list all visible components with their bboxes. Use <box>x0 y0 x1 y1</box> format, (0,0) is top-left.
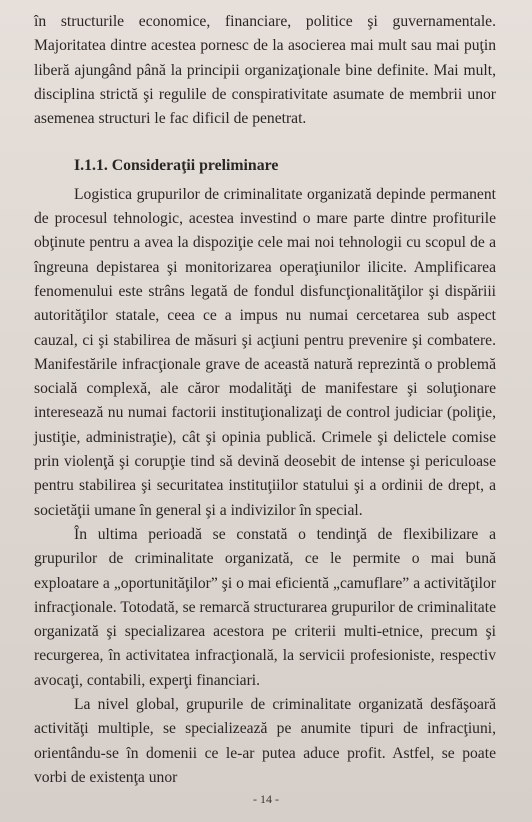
body-paragraph: În ultima perioadă se constată o tendinţă de flexibilizare a grupurilor de criminalitate organizată, ce le permite o mai bună exploatare a „oportunităţilor” şi o mai eficientă „camuflare” a activităţilor infracţionale. Totodată, se remarcă structurarea grupurilor de criminalitate organizată şi specializarea acestora pe criterii multi-etnice, precum şi recurgerea, în activitatea infracţională, la servicii profesioniste, respectiv avocaţi, contabili, experţi financiari. <box>34 525 496 689</box>
page-number: - 14 - <box>253 792 279 806</box>
page-body <box>34 10 496 790</box>
body-paragraph: La nivel global, grupurile de criminalitate organizată desfăşoară activităţi multiple, se specializează pe anumite tipuri de infracţiuni, orientându-se în domenii ce le-ar putea aduce profit. Astfel, se poate vorbi de existenţa unor <box>34 696 496 786</box>
section-heading: I.1.1. Consideraţii preliminare <box>74 157 279 175</box>
intro-paragraph: în structurile economice, financiare, politice şi guvernamentale. Majoritatea dintre acestea pornesc de la asocierea mai mult sau mai puţin liberă ajungând până la principii organizaţionale bine definite. Mai mult, disciplina strictă şi regulile de conspirativitate asumate de membrii unor asemenea structuri le fac dificil de penetrat. <box>34 13 496 128</box>
body-paragraph: Logistica grupurilor de criminalitate organizată depinde permanent de procesul tehnologic, acestea investind o mare parte dintre profiturile obţinute pentru a avea la dispoziţie cele mai noi tehnologii cu scopul de a îngreuna depistarea şi monitorizarea operaţiunilor ilicite. Amplificarea fenomenului este strâns legată de fondul disfuncţionalităţilor şi dispăriii autorităţilor statale, ceea ce a impus nu numai cercetarea sub aspect cauzal, ci şi stabilirea de măsuri şi acţiuni pentru prevenire şi combatere. Manifestările infracţionale grave de această natură reprezintă o problemă socială complexă, ale căror modalităţi de manifestare şi soluţionare interesează nu numai factorii instituţionalizaţi de control judiciar (poliţie, justiţie, administraţie), cât şi opinia publică. Crimele şi delictele comise prin violenţă şi corupţie tind să devină deosebit de intense şi periculoase pentru stabilirea şi securitatea instituţiilor statului şi a ordinii de drept, a societăţii umane în general şi a indivizilor în special. <box>34 185 496 519</box>
